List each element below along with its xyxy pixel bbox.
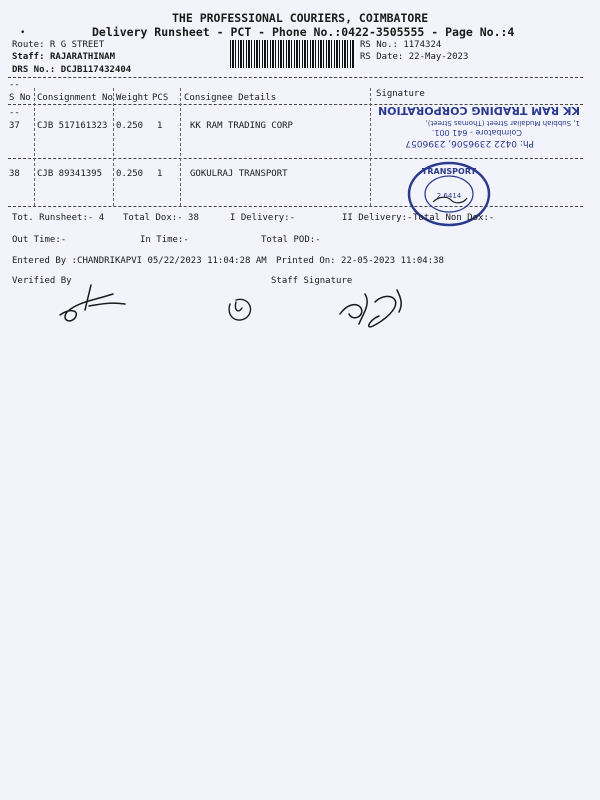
out-time: Out Time:- (12, 235, 67, 245)
row-pcs: 1 (157, 121, 163, 131)
total-non-dox: Total Non Dox:- (413, 213, 495, 223)
initial-mark (222, 290, 258, 326)
verified-by: Verified By (12, 276, 72, 286)
rule-bottom (8, 206, 583, 207)
col-weight: Weight (116, 93, 149, 103)
row-consignment: CJB 89341395 (37, 169, 103, 179)
row-weight: 0.250 (116, 169, 144, 179)
rs-number: RS No.: 1174324 (360, 40, 442, 50)
col-divider (180, 88, 181, 206)
stamp-address-1: 1, Subbiah Mudaliar Street (Thomas Street), (425, 119, 580, 127)
staff-signature-label: Staff Signature (271, 276, 353, 286)
company-stamp (372, 88, 586, 150)
rule-top (8, 77, 583, 78)
col-consignee: Consignee Details (184, 93, 277, 103)
staff-signature (335, 284, 410, 334)
col-divider (370, 88, 371, 206)
i-delivery: I Delivery:- (230, 213, 296, 223)
dash-mark: -- (9, 80, 20, 90)
verifier-signature (55, 280, 130, 325)
bullet: • (20, 28, 26, 38)
dash-mark: -- (9, 108, 20, 118)
drs-number: DRS No.: DCJB117432404 (12, 65, 132, 75)
stamp-address-2: Coimbatore - 641 001. (431, 128, 522, 137)
col-divider (113, 88, 114, 206)
col-divider (34, 88, 35, 206)
staff-label: Staff: (12, 52, 45, 62)
row-consignee: KK RAM TRADING CORP (190, 121, 293, 131)
company-title: THE PROFESSIONAL COURIERS, COIMBATORE (172, 11, 429, 25)
seal-text: TRANSPORT (421, 167, 477, 176)
row-sno: 37 (9, 121, 20, 131)
in-time: In Time:- (140, 235, 189, 245)
col-signature: Signature (376, 89, 425, 99)
ii-delivery: II Delivery:- (342, 213, 413, 223)
runsheet-subtitle: Delivery Runsheet - PCT - Phone No.:0422-3505555 - Page No.:4 (92, 25, 515, 39)
row-consignment: CJB 517161323 (37, 121, 108, 131)
stamp-company: KK RAM TRADING CORPORATION (377, 104, 580, 117)
entered-by: Entered By :CHANDRIKAPVI 05/22/2023 11:04:28 AM (12, 256, 267, 266)
staff-value: RAJARATHINAM (50, 52, 116, 62)
total-pod: Total POD:- (261, 235, 321, 245)
row-sno: 38 (9, 169, 20, 179)
rule-row (8, 158, 583, 159)
col-sno: S No (9, 93, 31, 103)
col-consignment: Consignment No (37, 93, 113, 103)
rs-date: RS Date: 22-May-2023 (360, 52, 469, 62)
row-consignee: GOKULRAJ TRANSPORT (190, 169, 288, 179)
stamp-phone: Ph: 0422 2396506, 2396057 (405, 138, 534, 148)
seal-number: 2 6414 (436, 192, 462, 200)
total-runsheet: Tot. Runsheet:- 4 (12, 213, 105, 223)
total-dox: Total Dox:- 38 (123, 213, 199, 223)
route: Route: R G STREET (12, 40, 105, 50)
row-weight: 0.250 (116, 121, 144, 131)
printed-on: Printed On: 22-05-2023 11:04:38 (276, 256, 444, 266)
row-pcs: 1 (157, 169, 163, 179)
col-pcs: PCS (152, 93, 169, 103)
barcode (230, 40, 355, 68)
